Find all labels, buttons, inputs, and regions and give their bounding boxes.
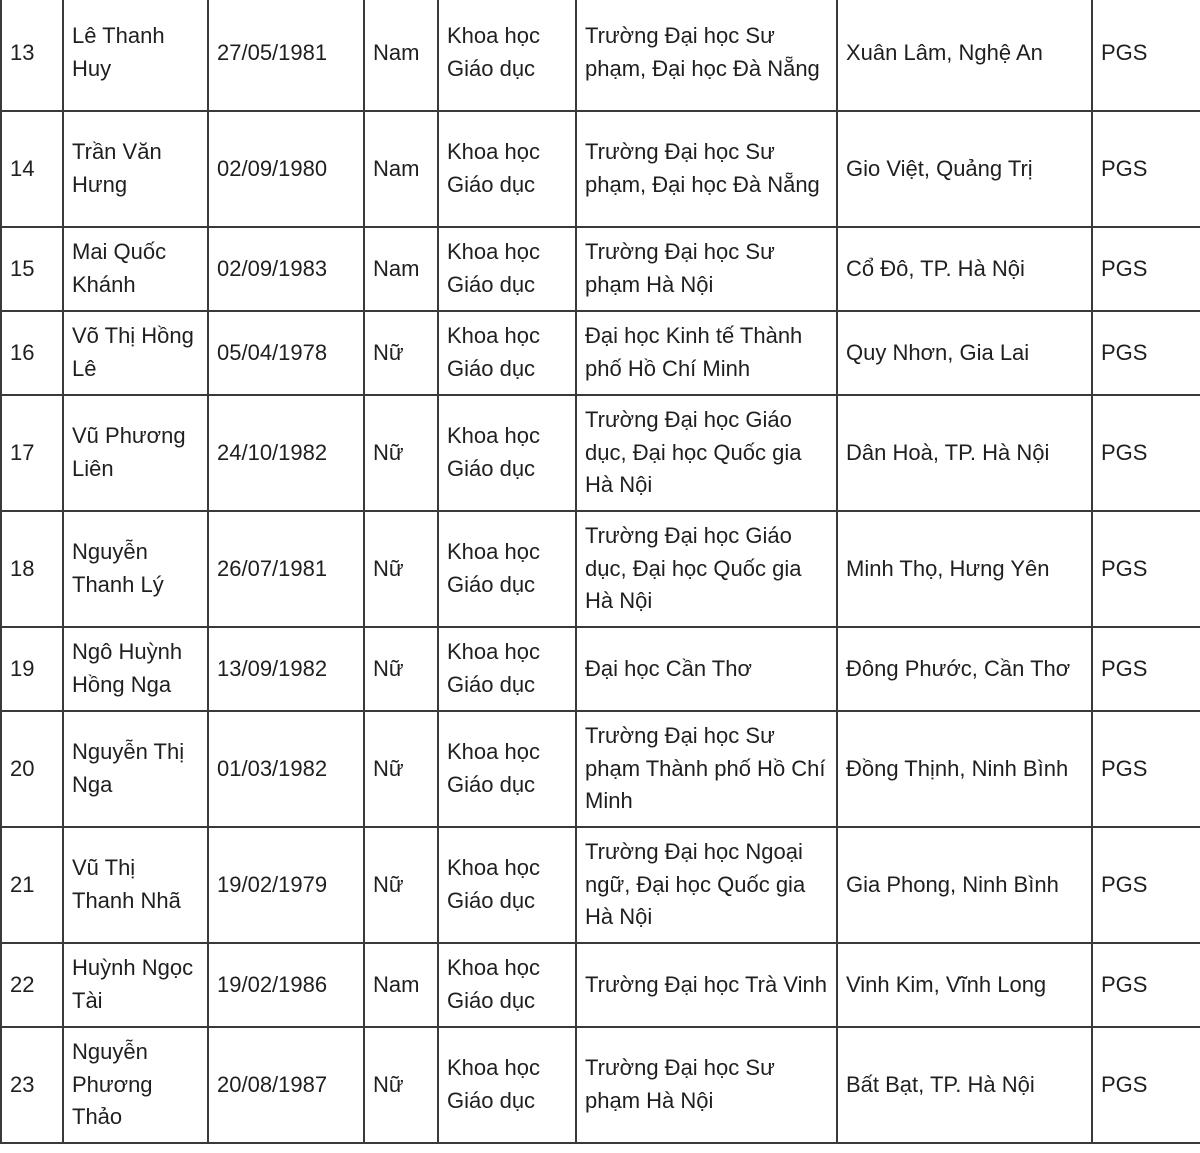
stt-cell: 21 [1,827,63,943]
gender-cell: Nam [364,0,438,111]
table-row [1,511,1200,627]
dob-cell: 26/07/1981 [208,511,364,627]
stt-cell: 23 [1,1027,63,1143]
gender-cell: Nữ [364,1027,438,1143]
stt-cell: 14 [1,111,63,227]
gender-cell: Nam [364,227,438,311]
stt-cell: 22 [1,943,63,1027]
name-cell: Vũ Thị Thanh Nhã [63,827,208,943]
name-cell: Vũ Phương Liên [63,395,208,511]
field-cell: Khoa học Giáo dục [438,311,576,395]
hometown-cell: Gia Phong, Ninh Bình [837,827,1092,943]
gender-cell: Nữ [364,311,438,395]
institution-cell: Trường Đại học Giáo dục, Đại học Quốc gia Hà Nội [576,511,837,627]
title-cell: PGS [1092,827,1200,943]
field-cell: Khoa học Giáo dục [438,511,576,627]
stt-cell: 18 [1,511,63,627]
table-row [1,627,1200,711]
gender-cell: Nữ [364,827,438,943]
dob-cell: 13/09/1982 [208,627,364,711]
dob-cell: 02/09/1983 [208,227,364,311]
hometown-cell: Vinh Kim, Vĩnh Long [837,943,1092,1027]
title-cell: PGS [1092,711,1200,827]
title-cell: PGS [1092,111,1200,227]
name-cell: Nguyễn Thị Nga [63,711,208,827]
hometown-cell: Minh Thọ, Hưng Yên [837,511,1092,627]
title-cell: PGS [1092,627,1200,711]
stt-cell: 13 [1,0,63,111]
name-cell: Trần Văn Hưng [63,111,208,227]
title-cell: PGS [1092,1027,1200,1143]
name-cell: Nguyễn Phương Thảo [63,1027,208,1143]
dob-cell: 01/03/1982 [208,711,364,827]
stt-cell: 17 [1,395,63,511]
table-row [1,111,1200,227]
dob-cell: 02/09/1980 [208,111,364,227]
hometown-cell: Dân Hoà, TP. Hà Nội [837,395,1092,511]
name-cell: Mai Quốc Khánh [63,227,208,311]
institution-cell: Trường Đại học Ngoại ngữ, Đại học Quốc gia Hà Nội [576,827,837,943]
dob-cell: 27/05/1981 [208,0,364,111]
field-cell: Khoa học Giáo dục [438,395,576,511]
hometown-cell: Gio Việt, Quảng Trị [837,111,1092,227]
institution-cell: Trường Đại học Trà Vinh [576,943,837,1027]
gender-cell: Nam [364,943,438,1027]
stt-cell: 20 [1,711,63,827]
gender-cell: Nữ [364,627,438,711]
table-row [1,395,1200,511]
title-cell: PGS [1092,311,1200,395]
institution-cell: Trường Đại học Giáo dục, Đại học Quốc gia Hà Nội [576,395,837,511]
name-cell: Lê Thanh Huy [63,0,208,111]
gender-cell: Nam [364,111,438,227]
field-cell: Khoa học Giáo dục [438,111,576,227]
stt-cell: 16 [1,311,63,395]
hometown-cell: Cổ Đô, TP. Hà Nội [837,227,1092,311]
hometown-cell: Bất Bạt, TP. Hà Nội [837,1027,1092,1143]
institution-cell: Trường Đại học Sư phạm, Đại học Đà Nẵng [576,111,837,227]
hometown-cell: Xuân Lâm, Nghệ An [837,0,1092,111]
gender-cell: Nữ [364,395,438,511]
name-cell: Ngô Huỳnh Hồng Nga [63,627,208,711]
institution-cell: Trường Đại học Sư phạm Hà Nội [576,1027,837,1143]
table-row [1,827,1200,943]
title-cell: PGS [1092,395,1200,511]
table-row [1,711,1200,827]
dob-cell: 05/04/1978 [208,311,364,395]
field-cell: Khoa học Giáo dục [438,711,576,827]
table-row [1,227,1200,311]
dob-cell: 19/02/1979 [208,827,364,943]
stt-cell: 15 [1,227,63,311]
field-cell: Khoa học Giáo dục [438,627,576,711]
table-row [1,1027,1200,1143]
table-row [1,943,1200,1027]
field-cell: Khoa học Giáo dục [438,227,576,311]
title-cell: PGS [1092,227,1200,311]
table-row [1,311,1200,395]
gender-cell: Nữ [364,511,438,627]
dob-cell: 19/02/1986 [208,943,364,1027]
gender-cell: Nữ [364,711,438,827]
title-cell: PGS [1092,943,1200,1027]
field-cell: Khoa học Giáo dục [438,827,576,943]
title-cell: PGS [1092,0,1200,111]
field-cell: Khoa học Giáo dục [438,0,576,111]
hometown-cell: Đồng Thịnh, Ninh Bình [837,711,1092,827]
institution-cell: Trường Đại học Sư phạm Thành phố Hồ Chí Minh [576,711,837,827]
name-cell: Võ Thị Hồng Lê [63,311,208,395]
institution-cell: Đại học Kinh tế Thành phố Hồ Chí Minh [576,311,837,395]
hometown-cell: Quy Nhơn, Gia Lai [837,311,1092,395]
institution-cell: Đại học Cần Thơ [576,627,837,711]
hometown-cell: Đông Phước, Cần Thơ [837,627,1092,711]
name-cell: Huỳnh Ngọc Tài [63,943,208,1027]
name-cell: Nguyễn Thanh Lý [63,511,208,627]
field-cell: Khoa học Giáo dục [438,1027,576,1143]
institution-cell: Trường Đại học Sư phạm Hà Nội [576,227,837,311]
field-cell: Khoa học Giáo dục [438,943,576,1027]
table-row [1,0,1200,111]
stt-cell: 19 [1,627,63,711]
dob-cell: 24/10/1982 [208,395,364,511]
institution-cell: Trường Đại học Sư phạm, Đại học Đà Nẵng [576,0,837,111]
dob-cell: 20/08/1987 [208,1027,364,1143]
title-cell: PGS [1092,511,1200,627]
